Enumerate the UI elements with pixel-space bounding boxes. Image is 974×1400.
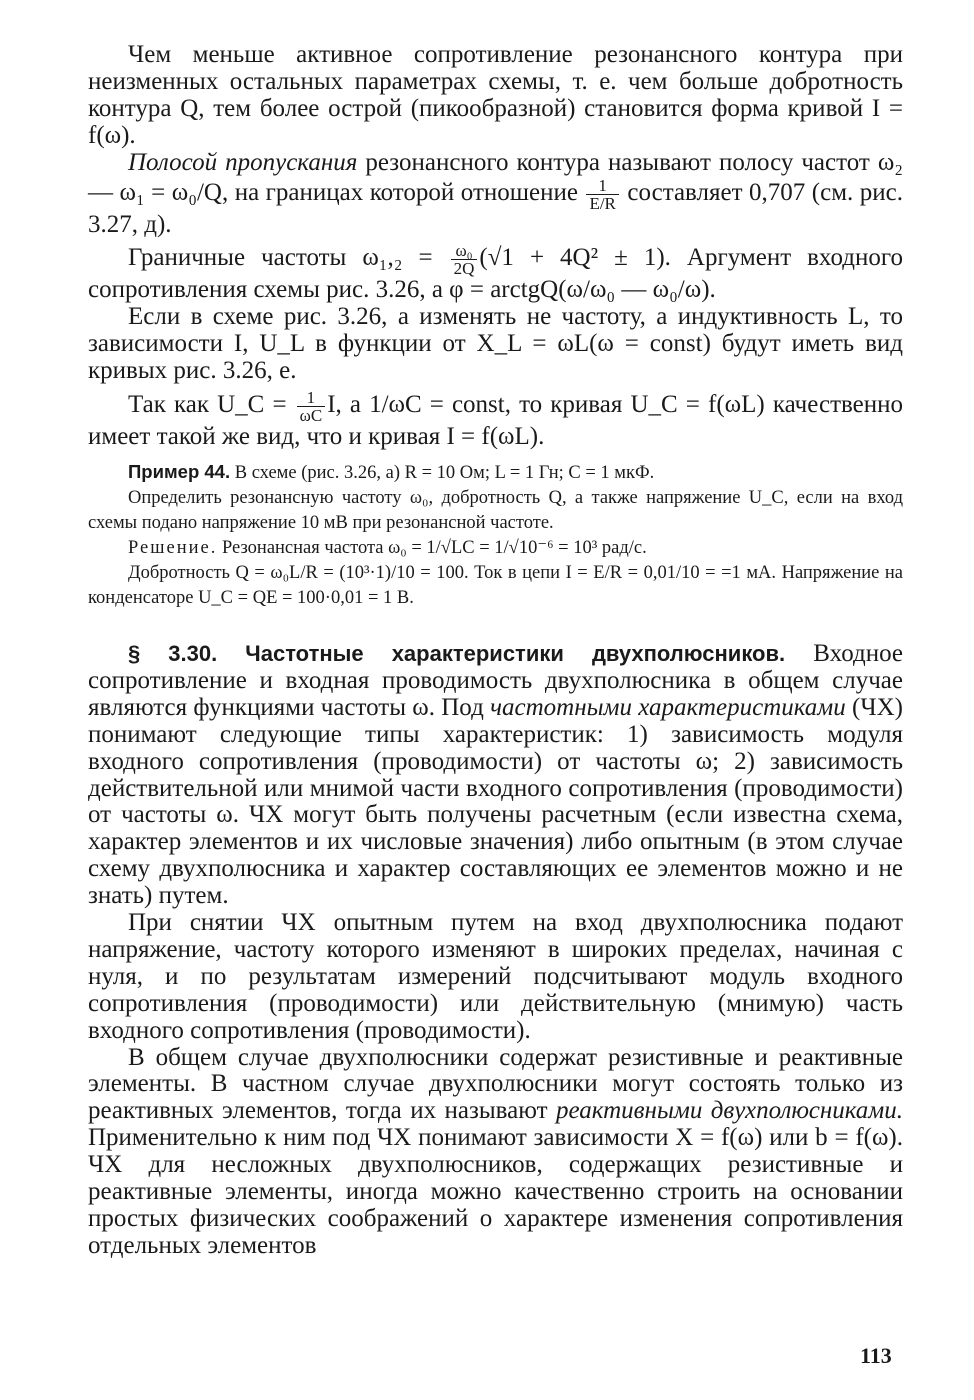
example-44	[88, 459, 903, 611]
fraction-denominator: 2Q	[453, 259, 475, 279]
boundary-text-a: Граничные частоты ω₁,₂ =	[128, 244, 449, 272]
fraction-numerator: 1	[297, 389, 326, 407]
paragraph-inductance-variation: Если в схеме рис. 3.26, а изменять не частоту, а индуктивность L, то зависимости I, U_L в функции от X_L = ωL(ω = const) будут иметь вид кривых рис. 3.26, е.	[88, 303, 903, 385]
fraction-w0-over-2Q	[451, 242, 478, 277]
fraction-1-over-ER	[586, 177, 618, 212]
solution-label: Решение.	[128, 537, 218, 558]
section-3-30	[88, 641, 903, 910]
example-q-factor-calc: Добротность Q = ω₀L/R = (10³·1)/10 = 100. Ток в цепи I = E/R = 0,01/10 = =1 мА. Напряжение на конденсаторе U_C = QE = 100·0,01 = 1 В.	[88, 562, 903, 608]
page-body	[88, 42, 903, 1260]
paragraph-boundary-frequencies	[88, 242, 903, 304]
boundary-text-b: (√1 + 4Q² ± 1). Аргумент входного сопротивления схемы рис. 3.26, а φ = arctgQ(ω/ω₀ — ω₀/ω).	[88, 244, 903, 304]
example-condition	[88, 459, 903, 486]
paragraph-reactive-two-terminal	[88, 1045, 903, 1260]
example-solution	[88, 536, 903, 561]
passband-text-b: составляет 0,707 (см. рис. 3.27, д).	[88, 178, 903, 238]
term-reactive-two-terminal: реактивными двухполюсниками.	[556, 1097, 903, 1125]
paragraph-passband	[88, 150, 903, 239]
reactive-text-a: В общем случае двухполюсники содержат резистивные и реактивные элементы. В частном случае двухполюсники могут состоять только из реактивных элементов, тогда их называют	[88, 1043, 903, 1125]
example-task: Определить резонансную частоту ω₀, добротность Q, а также напряжение U_C, если на вход схемы подано напряжение 10 мВ при резонансной частоте.	[88, 487, 903, 533]
uc-text-b: I, а 1/ωC = const, то кривая U_C = f(ωL) качественно имеет такой же вид, что и кривая I = f(ωL).	[88, 391, 904, 451]
example-condition-text: В схеме (рис. 3.26, а) R = 10 Ом; L = 1 Гн; C = 1 мкФ.	[230, 462, 655, 483]
section-text-b: (ЧХ) понимают следующие типы характеристик: 1) зависимость модуля входного сопротивления (проводимости) от частоты ω; 2) зависимость действительной или мнимой части входного сопротивления (проводимости) от частоты ω. ЧХ могут быть получены расчетным (если известна схема, характер элементов и их числовые значения) либо опытным (в этом случае схему двухполюсника и характер составляющих ее элементов можно и не знать) путем.	[88, 693, 903, 910]
paragraph-capacitor-voltage	[88, 389, 903, 451]
paragraph-experimental-method: При снятии ЧХ опытным путем на вход двухполюсника подают напряжение, частоту которого изменяют в широких пределах, начиная с нуля, и по результатам измерений подсчитывают модуль входного сопротивления (проводимости) или действительную (мнимую) часть входного сопротивления (проводимости).	[88, 909, 903, 1044]
solution-text: Резонансная частота ω₀ = 1/√LC = 1/√10⁻⁶ = 10³ рад/с.	[217, 537, 647, 558]
passband-text-a: резонансного контура называют полосу частот ω₂ — ω₁ = ω₀/Q, на границах которой отношение	[88, 148, 903, 206]
fraction-denominator: E/R	[589, 193, 616, 213]
paragraph-q-factor: Чем меньше активное сопротивление резонансного контура при неизменных остальных параметрах схемы, т. е. чем больше добротность контура Q, тем более острой (пикообразной) становится форма кривой I = f(ω).	[88, 41, 903, 149]
section-heading: § 3.30. Частотные характеристики двухполюсников.	[128, 640, 786, 666]
section-text-a: Входное сопротивление и входная проводимость двухполюсника в общем случае являются функциями частоты ω. Под	[88, 639, 903, 721]
fraction-1-over-wC	[297, 389, 326, 424]
example-label: Пример 44.	[128, 460, 231, 482]
fraction-denominator: ωC	[299, 406, 323, 426]
fraction-numerator: 1	[586, 177, 618, 195]
reactive-text-b: Применительно к ним под ЧХ понимают зависимости X = f(ω) или b = f(ω). ЧХ для несложных двухполюсников, содержащих резистивные и реактивные элементы, иногда можно качественно строить на основании простых физических соображений о характере изменения сопротивления отдельных элементов	[88, 1124, 903, 1259]
term-frequency-characteristics: частотными характеристиками	[490, 693, 846, 721]
page-number: 113	[860, 1343, 892, 1368]
term-passband: Полосой пропускания	[128, 148, 358, 176]
uc-text-a: Так как U_C =	[128, 391, 295, 419]
fraction-numerator: ω₀	[451, 242, 478, 260]
